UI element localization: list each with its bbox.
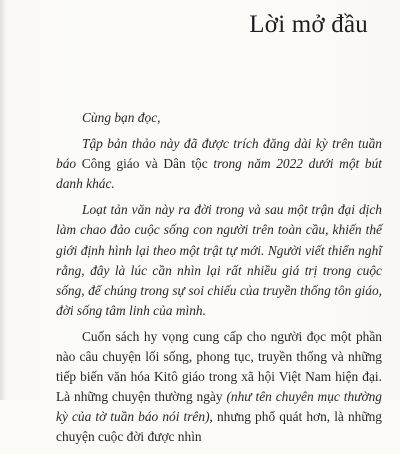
salutation: Cùng bạn đọc,: [82, 110, 161, 125]
paragraph-run: Loạt tản văn này ra đời trong và sau một trận đại dịch làm chao đảo cuộc sống con người trên toàn cầu, khiến thế giới định hình lại theo một trật tự mới. Người viết thiển nghĩ rằng, đây là lúc cần nhìn lại rất nhiều giá trị trong cuộc sống, để chúng trong sự soi chiếu của truyền thống tôn giáo, đời sống tâm linh của mình.: [56, 202, 382, 318]
body-text: [56, 108, 382, 454]
paragraph-run: Cuốn sách hy vọng cung cấp cho người đọc một phần nào câu chuyện lối sống, phong tục, truyền thống và những tiếp biến văn hóa Kitô giáo trong xã hội Việt Nam hiện đại. Là những chuyện thường ngày: [56, 328, 382, 405]
paragraph-run: , nhưng phổ quát hơn, là những chuyện cuộc đời được nhìn: [56, 409, 382, 445]
paragraph-run: Tập bản thảo này đã được trích đăng dài kỳ trên tuần báo: [56, 136, 382, 172]
paragraph-run: trong năm 2022 dưới một bút danh khác.: [56, 156, 382, 192]
page-gutter-shadow: [0, 0, 6, 400]
paragraph-run: (như tên chuyên mục thường kỳ của tờ tuần báo nói trên): [56, 389, 382, 425]
chapter-title: Lời mở đầu: [249, 11, 368, 38]
paragraph-run: Công giáo và Dân tộc: [81, 156, 208, 172]
paragraph-1: [56, 134, 382, 194]
paragraph-3: [56, 327, 382, 448]
paragraph-2: [56, 200, 382, 321]
